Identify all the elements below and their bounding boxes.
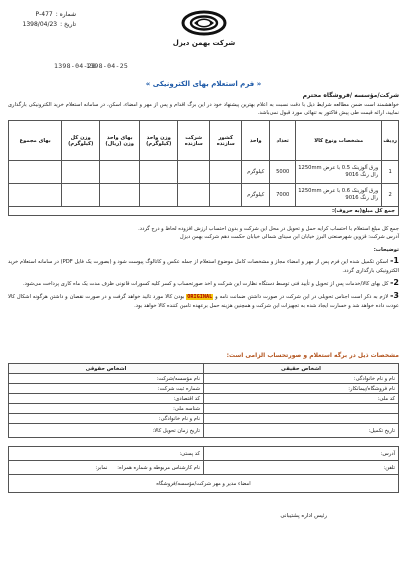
legal-field[interactable]: تاریخ زمان تحویل کالا: xyxy=(9,424,204,438)
fax-label: نمابر: xyxy=(95,464,108,471)
notes-title: توضیحات: xyxy=(373,247,399,253)
real-persons-title: اشخاص حقیقی xyxy=(204,364,399,374)
note-item xyxy=(8,291,399,311)
col-header-spec: مشخصات ونوع کالا xyxy=(296,121,382,161)
required-specs-title: مشخصات ذیل در برگه استعلام و صورتحساب الزامی است: xyxy=(226,352,399,359)
items-table-header-row xyxy=(9,121,399,161)
note-text-before: لازم به ذکر است اجناس تحویلی در این شرکت در صورت داشتن ضمانت نامه و xyxy=(213,294,389,300)
legal-field[interactable]: نام مؤسسه/شرکت: xyxy=(9,374,204,384)
form-title: « فرم استعلام بهای الکترونیکی » xyxy=(145,80,262,88)
row-total-price-cell[interactable] xyxy=(9,184,62,207)
legal-field[interactable]: شماره ثبت شرکت: xyxy=(9,384,204,394)
col-header-unit-price: بهای واحد وزن (ریال) xyxy=(100,121,140,161)
contact-table xyxy=(8,446,399,493)
row-index: 2 xyxy=(382,184,399,207)
row-unit-price-cell[interactable] xyxy=(100,161,140,184)
real-field[interactable]: کد ملی: xyxy=(204,394,399,404)
row-unit-weight-cell[interactable] xyxy=(140,161,178,184)
address-field[interactable]: آدرس: xyxy=(204,447,399,461)
table-row xyxy=(9,447,399,461)
company-address: آدرس شرکت: قزوین شهرصنعتی البرز خیابان ابن سینای شمالی خیابان حکمت دهم شرکت بهمن دیزل xyxy=(179,234,399,240)
real-field[interactable]: نام و نام خانوادگی: xyxy=(204,374,399,384)
letter-number-label: شماره : xyxy=(55,11,76,18)
table-row xyxy=(9,184,399,207)
row-unit-weight-cell[interactable] xyxy=(140,184,178,207)
signature-box[interactable]: امضاء مدیر و مهر شرکت/مؤسسه/فروشگاه xyxy=(9,475,399,493)
col-header-total-weight: وزن کل (کیلوگرم) xyxy=(62,121,100,161)
company-logo xyxy=(172,8,236,58)
table-row xyxy=(9,161,399,184)
col-header-qty: تعداد xyxy=(270,121,296,161)
manager-label: نام کارشناس مربوطه و شماره همراه: xyxy=(117,464,200,471)
sum-row xyxy=(9,207,399,216)
received-stamp-date: 1398-04-28 xyxy=(54,62,97,70)
persons-header-row xyxy=(9,364,399,374)
letter-date-row xyxy=(6,20,76,30)
row-unit-price-cell[interactable] xyxy=(100,184,140,207)
note-text-after: بودن کالا مورد تائید خواهد گرفت و در صورت نقصان و داشتن هرگونه اشکال کالا عودت داده خواهد شد و خسارت ایجاد شده به تجهیزات این شرکت و همچنین هزینه حمل برعهده تامین کننده کالا خواهد بود. xyxy=(8,294,399,309)
phone-field[interactable]: تلفن: xyxy=(204,461,399,475)
real-field[interactable]: نام فروشگاه/پیمانکار: xyxy=(204,384,399,394)
notes-list xyxy=(8,256,399,313)
note-item xyxy=(8,256,399,276)
table-row xyxy=(9,404,399,414)
original-highlight: ORIGINAL xyxy=(187,294,213,300)
row-qty: 7000 xyxy=(270,184,296,207)
real-field[interactable] xyxy=(204,414,399,424)
col-header-country: کشور سازنده xyxy=(210,121,242,161)
persons-table xyxy=(8,363,399,438)
delivery-note: جمع کل مبلغ استعلام با احتساب کرایه حمل و تحویل در محل این شرکت و بدون احتساب ارزش افزوده لحاظ و درج گردد. xyxy=(138,226,399,232)
letter-date-label: تاریخ : xyxy=(60,21,76,28)
table-row xyxy=(9,384,399,394)
fax-field[interactable] xyxy=(9,461,204,475)
row-manufacturer-cell[interactable] xyxy=(178,161,210,184)
legal-persons-title: اشخاص حقوقی xyxy=(9,364,204,374)
row-index: 1 xyxy=(382,161,399,184)
intro-paragraph: خواهشمند است ضمن مطالعه شرایط ذیل با دقت نسبت به اعلام بهترین پیشنهاد خود در این برگ اقدام و پس از مهر و امضاء، اسکن، در سامانه استعلام خرید الکترونیکی بارگذاری نمایید، ارائه قیمت طی پیش فاکتور به تنهائی مورد قبول نمی‌باشد. xyxy=(8,102,399,116)
postal-field[interactable]: کد پستی: xyxy=(9,447,204,461)
legal-field[interactable]: نام و نام خانوادگی: xyxy=(9,414,204,424)
row-country-cell[interactable] xyxy=(210,161,242,184)
col-header-total-price: بهای مجموع xyxy=(9,121,62,161)
legal-field[interactable]: کد اقتصادی: xyxy=(9,394,204,404)
table-row xyxy=(9,475,399,493)
row-unit: کیلوگرم xyxy=(242,161,270,184)
letter-date-value: 1398/04/23 xyxy=(22,21,58,28)
real-field[interactable] xyxy=(204,404,399,414)
letter-meta xyxy=(6,10,76,30)
items-table xyxy=(8,120,399,216)
note-number: 2- xyxy=(390,278,399,287)
col-header-unit: واحد xyxy=(242,121,270,161)
letter-number-value: 477-P xyxy=(35,11,53,18)
row-manufacturer-cell[interactable] xyxy=(178,184,210,207)
sum-label[interactable]: جمع کل مبلغ(به حروف): xyxy=(9,207,399,216)
table-row xyxy=(9,374,399,384)
note-text: اسکن تکمیل شده این فرم پس از مهر و امضاء مجاز و مشخصات کامل موضوع استعلام از جمله عکس و کاتالوگ پیوست شود و (بصورت یک فایل PDF) در سامانه استعلام خرید الکترونیکی بارگذاری گردد. xyxy=(8,259,399,274)
letter-number-row xyxy=(6,10,76,20)
row-total-price-cell[interactable] xyxy=(9,161,62,184)
table-row xyxy=(9,414,399,424)
real-field[interactable]: تاریخ تکمیل: xyxy=(204,424,399,438)
row-spec: ورق آلوزینک 0.5 با عرض 1250mm رال رنگ 9016 xyxy=(296,161,382,184)
row-total-weight-cell[interactable] xyxy=(62,161,100,184)
registered-stamp-date: 1398-04-25 xyxy=(86,62,129,70)
company-name: شرکت بهمن دیزل xyxy=(172,39,236,47)
bahman-logo-icon xyxy=(180,8,228,38)
table-row xyxy=(9,424,399,438)
row-qty: 5000 xyxy=(270,161,296,184)
note-item xyxy=(8,278,399,289)
row-total-weight-cell[interactable] xyxy=(62,184,100,207)
row-spec: ورق آلوزینک 0.6 با عرض 1250mm رال رنگ 9016 xyxy=(296,184,382,207)
legal-field[interactable]: شناسه ملی: xyxy=(9,404,204,414)
col-header-manufacturer: شرکت سازنده xyxy=(178,121,210,161)
table-row xyxy=(9,394,399,404)
note-number: 3- xyxy=(390,291,399,300)
col-header-index: ردیف xyxy=(382,121,399,161)
salutation: شرکت/مؤسسه /فروشگاه محترم xyxy=(302,92,399,99)
note-number: 1- xyxy=(390,256,399,265)
note-text: کل بهای کالا/خدمات پس از تحویل و تأیید فنی توسط دستگاه نظارت این شرکت و اخذ صورتحساب و کسر کلیه کسورات قانونی ظرف مدت یک ماه کاری پرداخت می‌شود. xyxy=(23,281,389,287)
row-country-cell[interactable] xyxy=(210,184,242,207)
signature-title: رئیس اداره پشتیبانی xyxy=(280,513,327,519)
col-header-unit-weight: وزن واحد (کیلوگرم) xyxy=(140,121,178,161)
row-unit: کیلوگرم xyxy=(242,184,270,207)
table-row xyxy=(9,461,399,475)
